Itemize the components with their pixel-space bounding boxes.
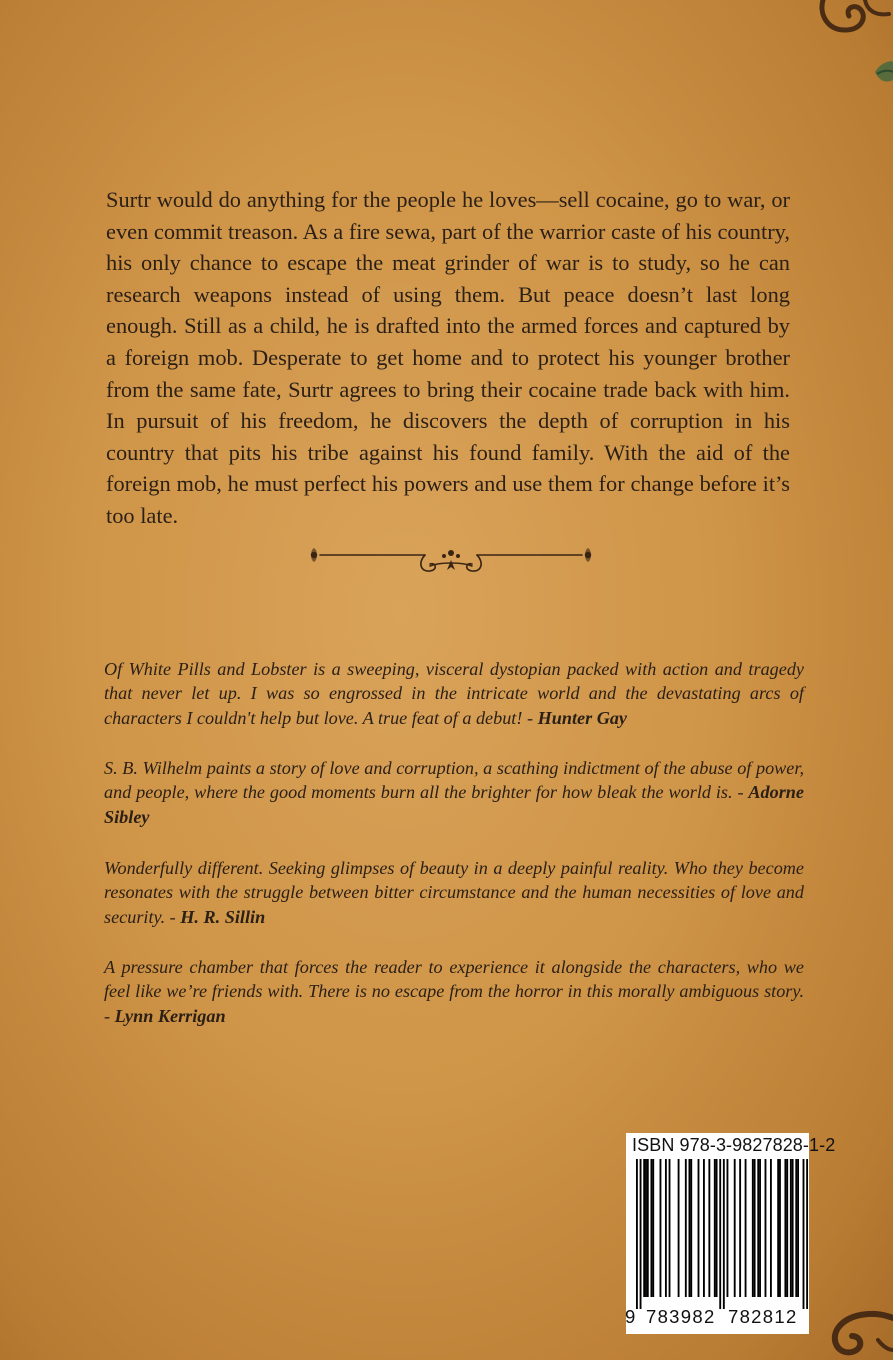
barcode-bar <box>698 1159 700 1297</box>
review-text: S. B. Wilhelm paints a story of love and corruption, a scathing indictment of the abuse of power, and people, where the good moments burn all the brighter for how bleak the world is. - <box>104 758 804 803</box>
barcode-bar <box>650 1159 652 1297</box>
barcode-bar <box>797 1159 799 1297</box>
review-text: Wonderfully different. Seeking glimpses of beauty in a deeply painful reality. Who they become resonates with the struggle between bitter circumstance and the human necessities of love and security. - <box>104 858 804 927</box>
review-lynn-kerrigan <box>104 955 804 1028</box>
review-text: A pressure chamber that forces the reader to experience it alongside the characters, who we feel like we’re friends with. There is no escape from the horror in this morally ambiguous story. - <box>104 957 804 1026</box>
barcode-bar <box>703 1159 705 1297</box>
review-author: Hunter Gay <box>537 707 628 728</box>
barcode-bar <box>708 1159 710 1297</box>
review-h-r-sillin <box>104 856 804 929</box>
barcode-bar <box>716 1159 718 1297</box>
barcode-bar <box>647 1159 649 1297</box>
corner-flourish-top-right-icon <box>805 0 893 110</box>
barcode-bar <box>795 1159 797 1297</box>
barcode-bar <box>777 1159 779 1297</box>
barcode-bar <box>770 1159 772 1297</box>
barcode-bar <box>752 1159 754 1297</box>
barcode-bar <box>727 1159 729 1297</box>
barcode-bar <box>690 1159 692 1297</box>
barcode-bar <box>652 1159 654 1297</box>
barcode-bar <box>665 1159 667 1297</box>
barcode-bar <box>689 1159 691 1297</box>
barcode-bar <box>714 1159 716 1297</box>
barcode-bar <box>757 1159 759 1297</box>
barcode-bar <box>786 1159 788 1297</box>
barcode-bar <box>669 1159 671 1297</box>
review-author: H. R. Sillin <box>180 906 266 927</box>
barcode-bar <box>645 1159 647 1297</box>
barcode-bar <box>739 1159 741 1297</box>
barcode-bar <box>790 1159 792 1297</box>
barcode-bar <box>640 1159 642 1309</box>
barcode-bar <box>803 1159 805 1309</box>
barcode-bar <box>734 1159 736 1297</box>
barcode-bar <box>779 1159 781 1297</box>
review-hunter-gay <box>104 657 804 730</box>
barcode-bar <box>784 1159 786 1297</box>
barcode-bar <box>759 1159 761 1297</box>
barcode-bar <box>765 1159 767 1297</box>
isbn-barcode <box>625 1133 836 1334</box>
isbn-label: ISBN 978-3-9827828-1-2 <box>632 1135 836 1155</box>
barcode-bar <box>792 1159 794 1297</box>
barcode-bar <box>636 1159 638 1309</box>
barcode-bar <box>660 1159 662 1297</box>
corner-flourish-bottom-right-icon <box>818 1300 893 1360</box>
barcode-bars-icon <box>636 1159 808 1309</box>
barcode-right-digits: 782812 <box>728 1306 798 1327</box>
review-adorne-sibley <box>104 756 804 829</box>
barcode-bar <box>745 1159 747 1297</box>
review-text: Of White Pills and Lobster is a sweeping, visceral dystopian packed with action and tragedy that never let up. I was so engrossed in the intricate world and the devastating arcs of characters I couldn't help but love. A true feat of a debut! - <box>104 659 804 728</box>
barcode-left-digits: 783982 <box>646 1306 716 1327</box>
barcode-bar <box>754 1159 756 1297</box>
ornamental-divider-icon <box>300 540 602 580</box>
book-blurb: Surtr would do anything for the people he loves—sell cocaine, go to war, or even commit treason. As a fire sewa, part of the warrior caste of his country, his only chance to escape the meat grinder of war is to study, so he can research weapons instead of using them. But peace doesn’t last long enough. Still as a child, he is drafted into the armed forces and captured by a foreign mob. Desperate to get home and to protect his younger brother from the same fate, Surtr agrees to bring their cocaine trade back with him. In pursuit of his freedom, he discovers the depth of corruption in his country that pits his tribe against his found family. With the aid of the foreign mob, he must perfect his powers and use them for change before it’s too late. <box>106 187 790 528</box>
barcode-bar <box>643 1159 645 1297</box>
barcode-bar <box>685 1159 687 1297</box>
review-author: Adorne Sibley <box>104 782 804 827</box>
review-author: Lynn Kerrigan <box>114 1005 226 1026</box>
barcode-bar <box>678 1159 680 1297</box>
barcode-bar <box>806 1159 808 1309</box>
barcode-first-digit: 9 <box>625 1306 637 1327</box>
barcode-bar <box>723 1159 725 1309</box>
barcode-bar <box>719 1159 721 1309</box>
